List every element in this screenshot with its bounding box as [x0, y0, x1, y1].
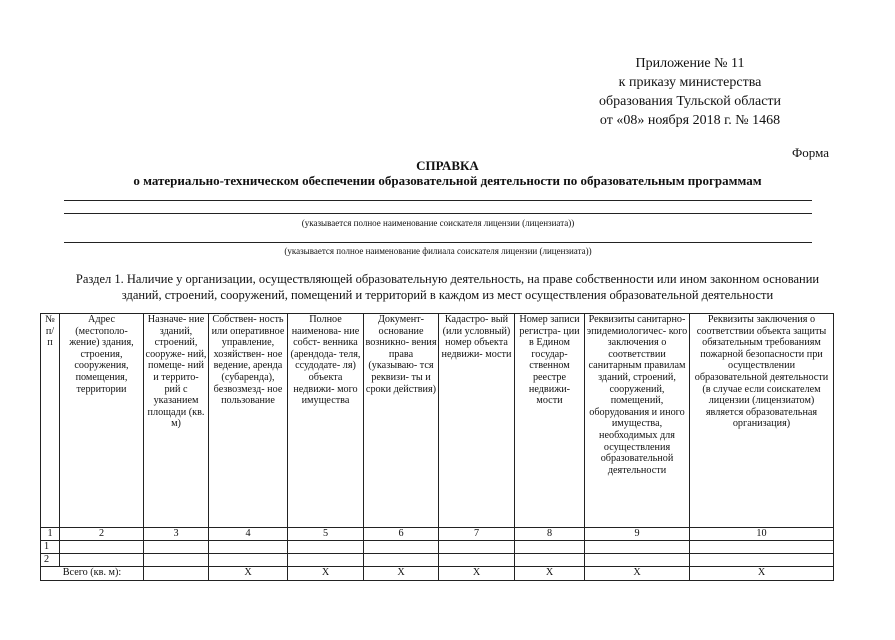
table-cell[interactable] — [515, 554, 585, 567]
fill-line-2 — [64, 213, 812, 214]
table-cell[interactable] — [288, 554, 364, 567]
fill-line-3 — [64, 242, 812, 243]
column-number: 3 — [144, 528, 209, 541]
column-number: 2 — [60, 528, 144, 541]
table-cell[interactable] — [585, 541, 690, 554]
column-number: 6 — [364, 528, 439, 541]
column-number: 5 — [288, 528, 364, 541]
table-cell[interactable] — [439, 554, 515, 567]
table-row — [41, 554, 834, 567]
row-number: 2 — [41, 554, 60, 567]
licensee-name-hint: (указывается полное наименование соискателя лицензии (лицензиата)) — [301, 218, 575, 228]
header-cell: Полное наименова- ние собст- венника (арендода- теля, ссудодате- ля) объекта недвижи- мого имущества — [288, 314, 364, 528]
total-cell: Х — [209, 567, 288, 581]
appendix-line-4: от «08» ноября 2018 г. № 1468 — [599, 113, 781, 128]
total-cell: Х — [515, 567, 585, 581]
total-cell: Х — [439, 567, 515, 581]
total-cell[interactable] — [144, 567, 209, 581]
table-cell[interactable] — [585, 554, 690, 567]
table-row — [41, 541, 834, 554]
section-line-1: Раздел 1. Наличие у организации, осуществляющей образовательную деятельность, на праве собственности или ином законном основании — [75, 272, 820, 286]
table-cell[interactable] — [209, 541, 288, 554]
table-cell[interactable] — [439, 541, 515, 554]
table-cell[interactable] — [364, 554, 439, 567]
document-subtitle: о материально-техническом обеспечении образовательной деятельности по образовательным программам — [133, 173, 762, 188]
header-cell: № п/ п — [41, 314, 60, 528]
appendix-line-3: образования Тульской области — [598, 94, 782, 109]
header-cell: Собствен- ность или оперативное управление, хозяйствен- ное ведение, аренда (субаренда), безвозмезд- ное пользование — [209, 314, 288, 528]
branch-name-hint: (указывается полное наименование филиала соискателя лицензии (лицензиата)) — [284, 246, 592, 256]
table-cell[interactable] — [209, 554, 288, 567]
table-cell[interactable] — [144, 541, 209, 554]
table-cell[interactable] — [515, 541, 585, 554]
total-cell: Х — [288, 567, 364, 581]
appendix-line-2: к приказу министерства — [618, 75, 762, 90]
document-title-block — [0, 158, 895, 188]
column-number: 4 — [209, 528, 288, 541]
header-cell: Реквизиты санитарно- эпидемиологичес- кого заключения о соответствии санитарным правилам зданий, строений, сооружений, помещений, оборудования и иного имущества, необходимых для осуществления образовательной деятельности — [585, 314, 690, 528]
table-cell[interactable] — [364, 541, 439, 554]
appendix-line-1: Приложение № 11 — [635, 56, 745, 71]
header-cell: Назначе- ние зданий, строений, сооруже- ний, помеще- ний и террито- рий с указанием площади (кв. м) — [144, 314, 209, 528]
table-cell[interactable] — [144, 554, 209, 567]
header-cell: Документ- основание возникно- вения права (указываю- тся реквизи- ты и сроки действия) — [364, 314, 439, 528]
total-label: Всего (кв. м): — [41, 567, 144, 581]
table-cell[interactable] — [690, 554, 834, 567]
column-number: 7 — [439, 528, 515, 541]
header-cell: Реквизиты заключения о соответствии объекта защиты обязательным требованиям пожарной безопасности при осуществлении образовательной деятельности (в случае если соискателем лицензии (лицензиатом) является образовательная организация) — [690, 314, 834, 528]
column-number-row — [41, 528, 834, 541]
total-cell: Х — [585, 567, 690, 581]
header-cell: Кадастро- вый (или условный) номер объекта недвижи- мости — [439, 314, 515, 528]
total-row — [41, 567, 834, 581]
column-number: 10 — [690, 528, 834, 541]
column-number: 8 — [515, 528, 585, 541]
section-line-2: зданий, строений, сооружений, помещений и территорий в каждом из мест осуществления образовательной деятельности — [121, 288, 774, 302]
fill-line-1 — [64, 200, 812, 201]
column-number: 9 — [585, 528, 690, 541]
column-number: 1 — [41, 528, 60, 541]
header-cell: Адрес (местополо- жение) здания, строения, сооружения, помещения, территории — [60, 314, 144, 528]
total-cell: Х — [690, 567, 834, 581]
form-label: Форма — [792, 145, 829, 160]
row-number: 1 — [41, 541, 60, 554]
table-cell[interactable] — [60, 554, 144, 567]
table-cell[interactable] — [288, 541, 364, 554]
appendix-block — [570, 54, 810, 130]
header-cell: Номер записи регистра- ции в Едином государ- ственном реестре недвижи- мости — [515, 314, 585, 528]
section-heading — [40, 271, 855, 303]
total-cell: Х — [364, 567, 439, 581]
table-cell[interactable] — [60, 541, 144, 554]
table-header-row — [41, 314, 834, 528]
document-title: СПРАВКА — [416, 158, 479, 173]
table-cell[interactable] — [690, 541, 834, 554]
premises-table — [40, 313, 834, 581]
